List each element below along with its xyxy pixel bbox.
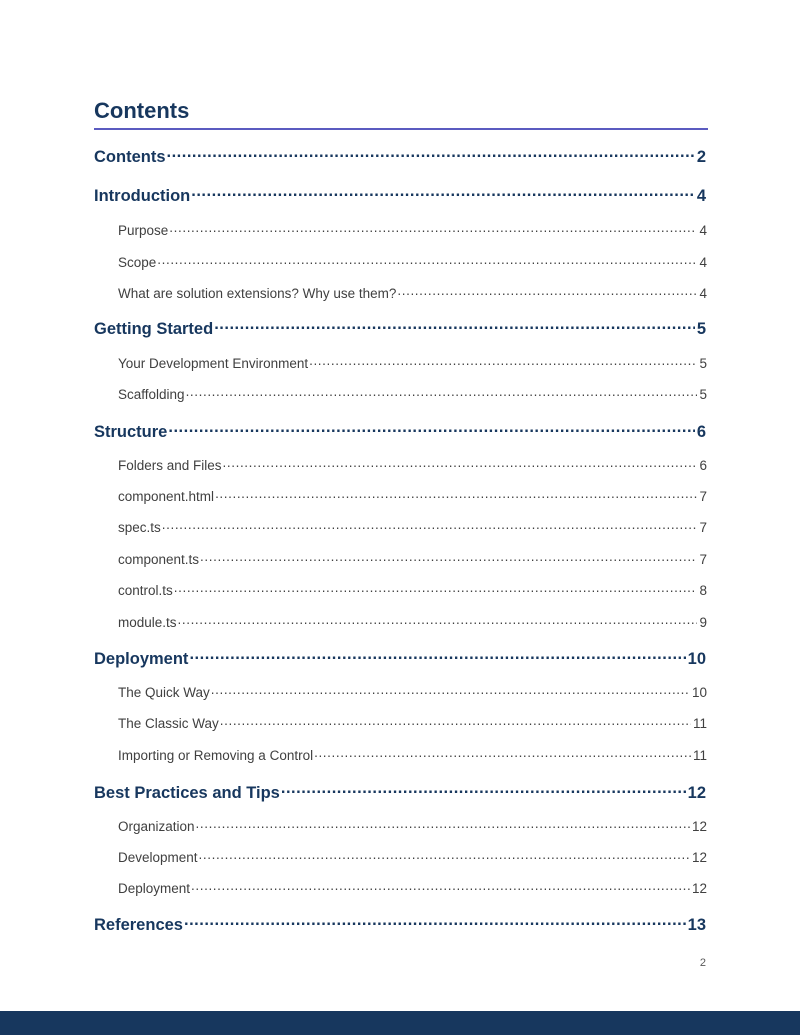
toc-entry-label: Scope [118,254,157,270]
toc-entry-page-number: 4 [696,186,706,205]
toc-entry-page-number: 2 [696,147,706,166]
toc-entry-subsection[interactable] [118,487,707,504]
toc-entry-label: Deployment [118,880,191,896]
toc-entry-page-number: 11 [692,715,707,731]
toc-entry-label: Importing or Removing a Control [118,747,314,763]
toc-dot-leader [200,550,697,564]
toc-entry-label: What are solution extensions? Why use them? [118,285,397,301]
toc-dot-leader [214,317,695,334]
toc-entry-page-number: 5 [696,319,706,338]
toc-entry-page-number: 7 [699,488,707,504]
toc-dot-leader [178,613,698,627]
page-number: 2 [699,957,706,969]
toc-entry-subsection[interactable] [118,550,707,567]
toc-entry-subsection[interactable] [118,746,707,763]
toc-dot-leader [191,184,695,201]
toc-dot-leader [215,487,697,501]
toc-entry-label: Organization [118,818,195,834]
toc-entry-label: component.ts [118,551,200,567]
toc-entry-page-number: 7 [699,551,707,567]
toc-dot-leader [199,848,690,862]
toc-entry-label: Introduction [94,186,191,205]
toc-entry-label: module.ts [118,614,177,630]
toc-dot-leader [191,879,690,893]
toc-dot-leader [168,420,694,437]
toc-dot-leader [220,714,691,728]
toc-dot-leader [174,581,698,595]
toc-entry-section[interactable] [94,913,706,935]
toc-entry-label: Deployment [94,649,189,668]
toc-entry-label: Purpose [118,222,169,238]
toc-entry-label: control.ts [118,582,173,598]
toc-entry-section[interactable] [94,420,706,442]
toc-entry-page-number: 9 [699,614,707,630]
toc-entry-subsection[interactable] [118,817,707,834]
toc-dot-leader [184,913,686,930]
toc-entry-label: Scaffolding [118,386,185,402]
contents-heading-text: Contents [94,98,190,123]
toc-dot-leader [186,385,698,399]
toc-entry-label: Best Practices and Tips [94,783,280,802]
toc-entry-page-number: 4 [699,254,707,270]
toc-entry-label: References [94,915,183,934]
toc-entry-page-number: 12 [687,783,706,802]
toc-entry-page-number: 11 [692,747,707,763]
toc-entry-page-number: 4 [699,285,707,301]
toc-entry-subsection[interactable] [118,253,707,270]
toc-entry-subsection[interactable] [118,518,707,535]
toc-entry-page-number: 12 [691,818,707,834]
toc-entry-label: component.html [118,488,215,504]
toc-dot-leader [167,145,695,162]
toc-entry-label: Development [118,849,198,865]
toc-dot-leader [223,456,698,470]
toc-entry-label: Getting Started [94,319,214,338]
toc-entry-label: The Classic Way [118,715,219,731]
toc-entry-page-number: 6 [699,457,707,473]
toc-entry-subsection[interactable] [118,284,707,301]
toc-dot-leader [211,683,690,697]
toc-entry-label: Folders and Files [118,457,222,473]
toc-entry-subsection[interactable] [118,354,707,371]
toc-entry-label: Contents [94,147,166,166]
toc-entry-label: The Quick Way [118,684,210,700]
toc-entry-page-number: 4 [699,222,707,238]
footer-bar [0,1011,800,1035]
toc-entry-page-number: 12 [691,849,707,865]
toc-entry-subsection[interactable] [118,385,707,402]
toc-dot-leader [309,354,697,368]
toc-entry-subsection[interactable] [118,683,707,700]
toc-entry-page-number: 8 [699,582,707,598]
toc-entry-subsection[interactable] [118,613,707,630]
toc-entry-subsection[interactable] [118,848,707,865]
toc-entry-subsection[interactable] [118,714,707,731]
toc-entry-subsection[interactable] [118,221,707,238]
toc-entry-page-number: 5 [699,355,707,371]
toc-dot-leader [169,221,697,235]
toc-entry-page-number: 6 [696,422,706,441]
toc-entry-section[interactable] [94,317,706,339]
toc-dot-leader [162,518,698,532]
toc-entry-section[interactable] [94,145,706,167]
toc-entry-subsection[interactable] [118,456,707,473]
toc-dot-leader [196,817,690,831]
toc-entry-page-number: 10 [691,684,707,700]
toc-entry-subsection[interactable] [118,581,707,598]
toc-entry-label: Your Development Environment [118,355,309,371]
toc-dot-leader [314,746,691,760]
toc-entry-page-number: 5 [699,386,707,402]
toc-entry-page-number: 10 [687,649,706,668]
toc-entry-section[interactable] [94,647,706,669]
toc-entry-label: Structure [94,422,168,441]
toc-dot-leader [189,647,685,664]
toc-entry-section[interactable] [94,184,706,206]
toc-entry-page-number: 12 [691,880,707,896]
toc-dot-leader [281,781,686,798]
toc-entry-page-number: 13 [687,915,706,934]
toc-entry-page-number: 7 [699,519,707,535]
toc-entry-section[interactable] [94,781,706,803]
toc-entry-subsection[interactable] [118,879,707,896]
toc-entry-label: spec.ts [118,519,161,535]
toc-dot-leader [397,284,697,298]
toc-dot-leader [157,253,697,267]
